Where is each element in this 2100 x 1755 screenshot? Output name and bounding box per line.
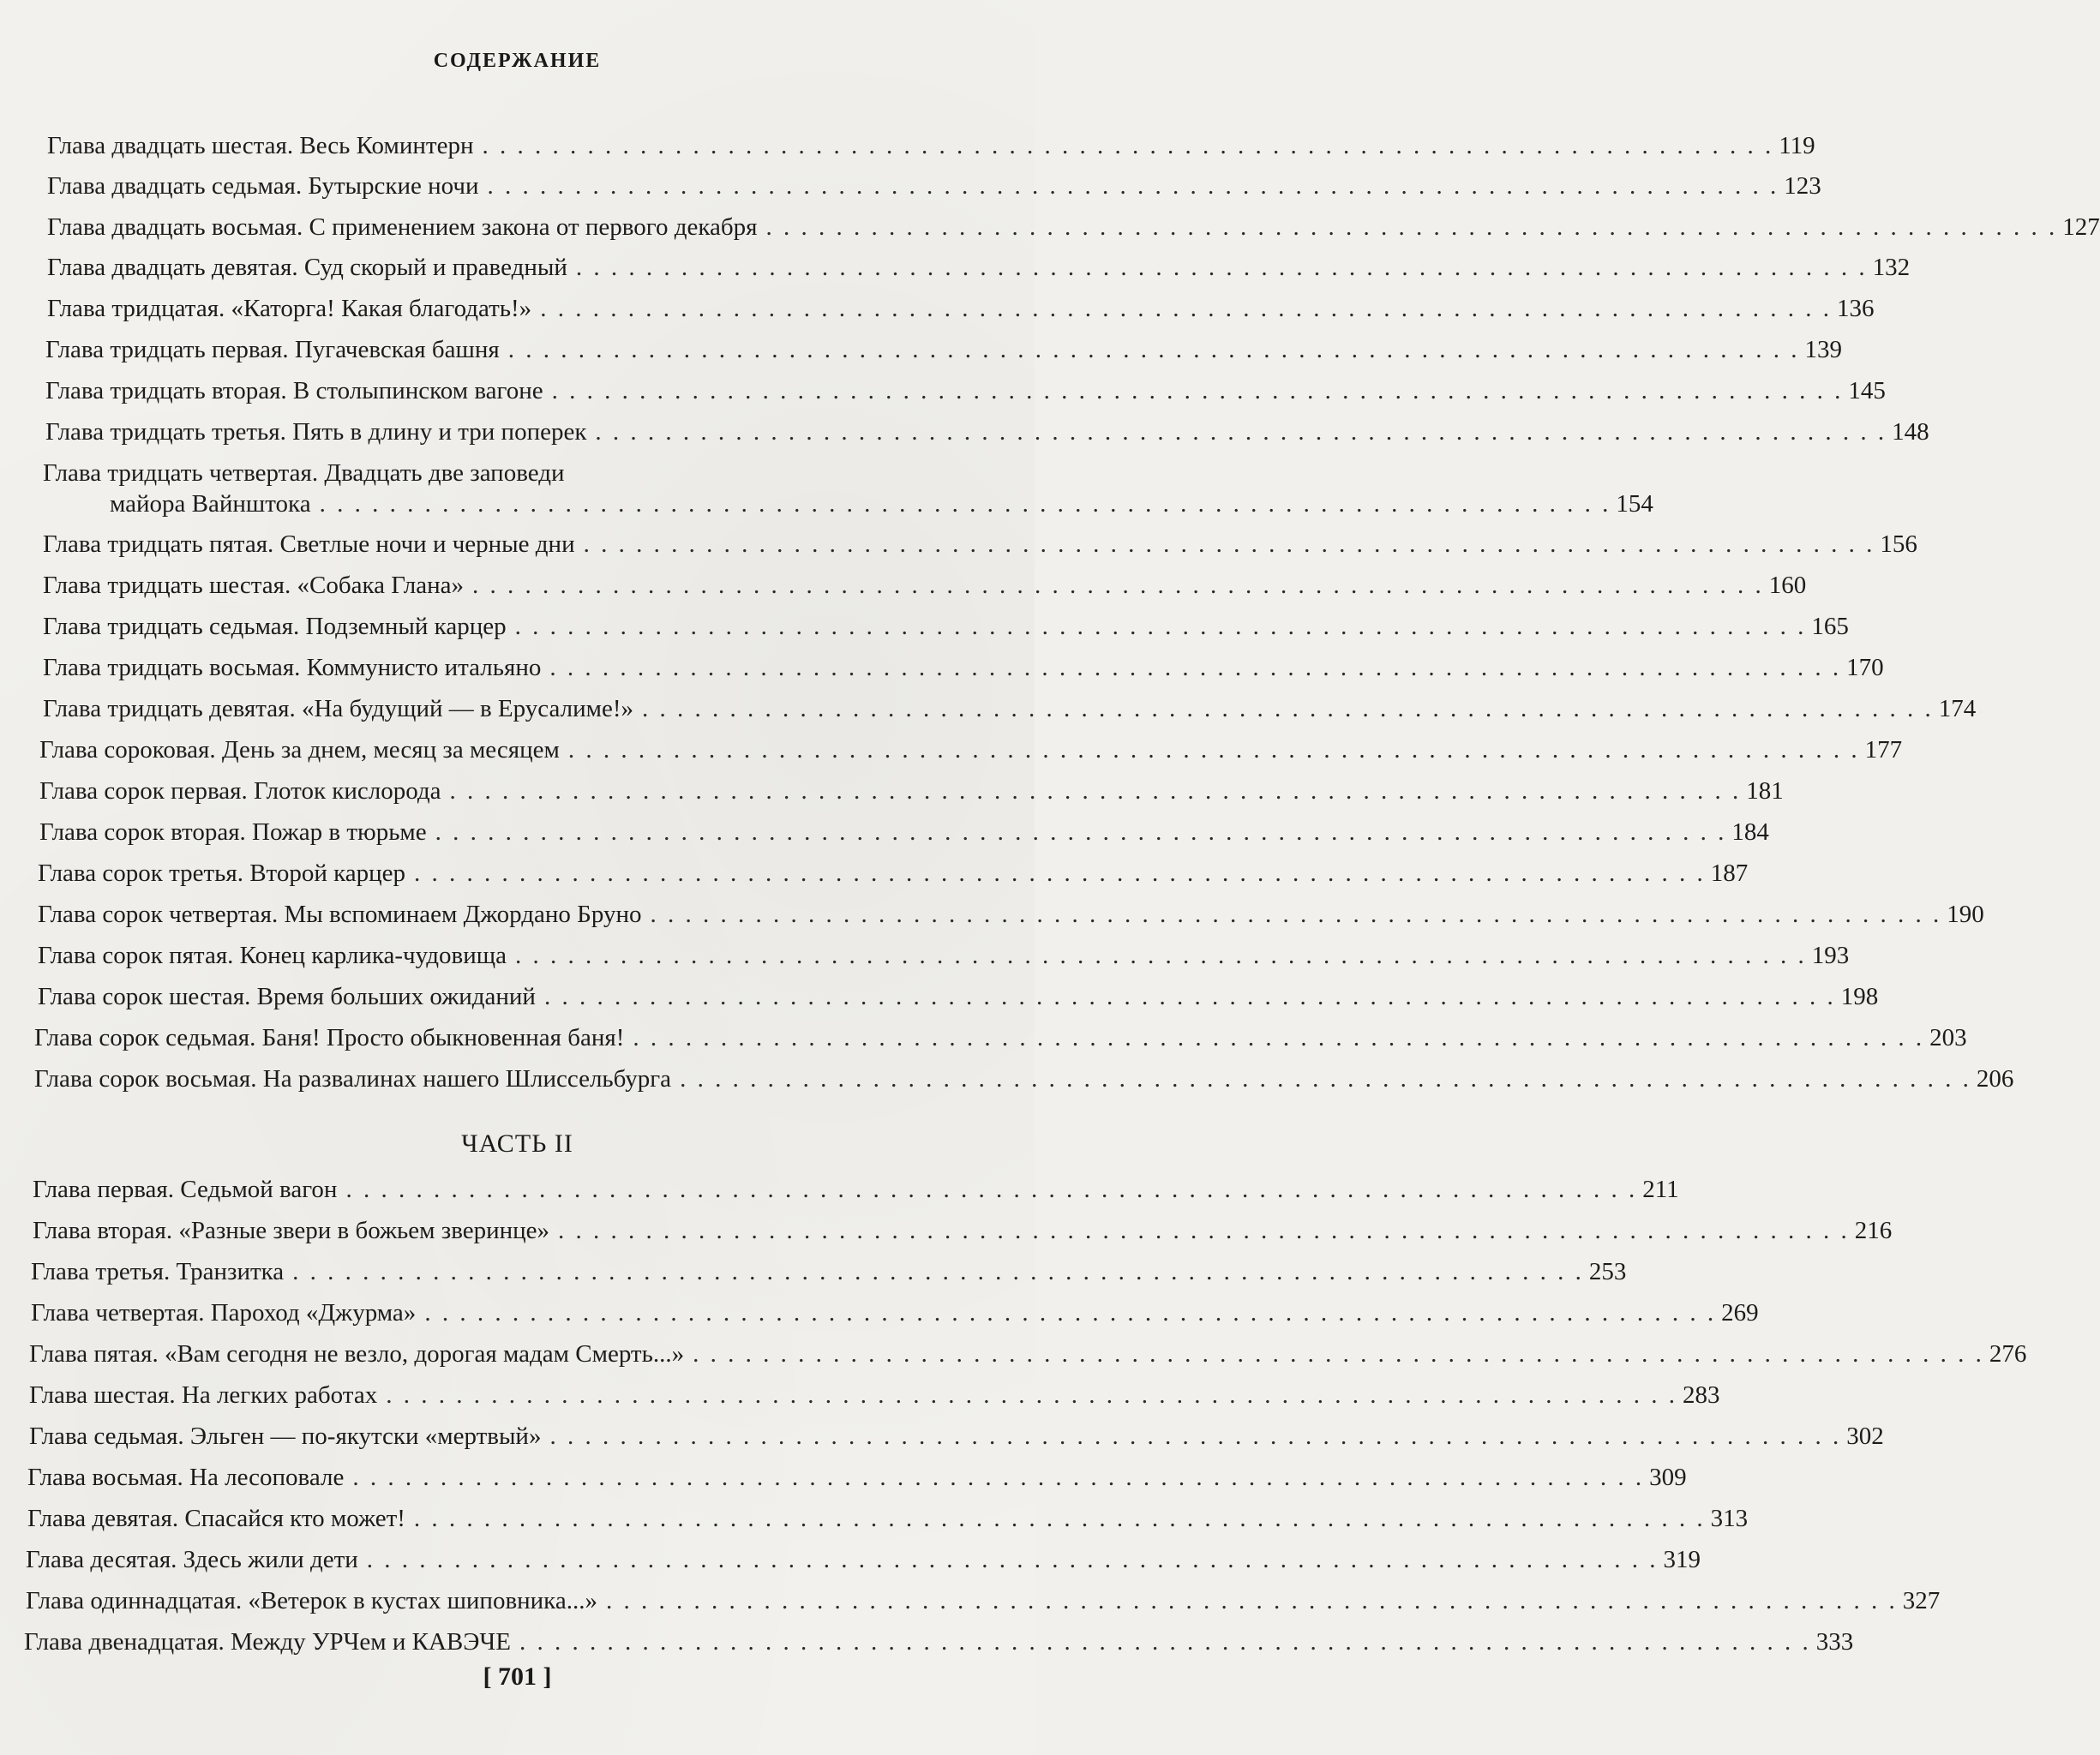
toc-entry-title: Глава двадцать восьмая. С применением закона от первого декабря (47, 213, 758, 241)
leader-dots: . . . . . . . . . . . . . . . . . . . . . . . . . . . . . . . . . . . . . . . . . . . . . . . . . . . . . . . . . . . . . . . . . . . . . . . . . . (633, 1024, 1925, 1051)
toc-entry-title: Глава двенадцатая. Между УРЧем и КАВЭЧЕ (24, 1628, 511, 1656)
toc-entry (47, 252, 1911, 283)
leader-dots: . . . . . . . . . . . . . . . . . . . . . . . . . . . . . . . . . . . . . . . . . . . . . . . . . . . . . . . . . . . . . . . . . . . . . . . . . . (435, 818, 1727, 846)
toc-entry-page: 319 (1663, 1546, 1701, 1573)
toc-entry-title: Глава тридцать вторая. В столыпинском вагоне (45, 377, 543, 404)
toc-entry-page: 156 (1880, 530, 1917, 558)
toc-entry-title: Глава седьмая. Эльген — по-якутски «мертвый» (29, 1423, 542, 1450)
toc-entry-title: Глава сорок восьмая. На развалинах нашего Шлиссельбурга (34, 1065, 672, 1093)
toc-entry (31, 1256, 1627, 1287)
leader-dots: . . . . . . . . . . . . . . . . . . . . . . . . . . . . . . . . . . . . . . . . . . . . . . . . . . . . . . . . . . . . . . . . . . . . . . . . . . (575, 254, 1868, 281)
toc-entry-page: 174 (1938, 695, 1977, 722)
toc-entry (43, 611, 1849, 642)
toc-entry-title: Глава одиннадцатая. «Ветерок в кустах шиповника...» (26, 1587, 597, 1614)
leader-dots: . . . . . . . . . . . . . . . . . . . . . . . . . . . . . . . . . . . . . . . . . . . . . . . . . . . . . . . . . . . . . . . . . . . . . . . . . . (482, 132, 1774, 159)
toc-entry-title: Глава сорок седьмая. Баня! Просто обыкновенная баня! (34, 1024, 625, 1051)
toc-entry (27, 1462, 1687, 1493)
toc-entry-title: Глава сорок первая. Глоток кислорода (39, 777, 441, 805)
toc-entry (47, 130, 1815, 161)
leader-dots: . . . . . . . . . . . . . . . . . . . . . . . . . . . . . . . . . . . . . . . . . . . . . . . . . . . . . . . . . . . . . . . . . . . . . . . . . . (366, 1546, 1659, 1573)
toc-entry (34, 1022, 1967, 1053)
toc-entry-page: 139 (1804, 336, 1842, 363)
leader-dots: . . . . . . . . . . . . . . . . . . . . . . . . . . . . . . . . . . . . . . . . . . . . . . . . . . . . . . . . . . . . . . . . . . . . . . . . . . (595, 418, 1887, 446)
toc-entry-title: майора Вайнштока (110, 490, 311, 518)
toc-entry-page: 206 (1976, 1065, 2014, 1093)
toc-entry (47, 293, 1875, 324)
toc-entry-title: Глава тридцать девятая. «На будущий — в Ерусалиме!» (43, 695, 633, 722)
toc-entry (33, 1215, 1893, 1246)
toc-entry-page: 123 (1784, 172, 1821, 200)
toc-entry-title: Глава третья. Транзитка (31, 1258, 285, 1285)
leader-dots: . . . . . . . . . . . . . . . . . . . . . . . . . . . . . . . . . . . . . . . . . . . . . . . . . . . . . . . . . . . . . . . . . . . . . . . . . . (650, 901, 1942, 928)
leader-dots: . . . . . . . . . . . . . . . . . . . . . . . . . . . . . . . . . . . . . . . . . . . . . . . . . . . . . . . . . . . . . . . . . . . . . . . . . . (583, 530, 1875, 558)
toc-entry-page: 190 (1947, 901, 1984, 928)
leader-dots: . . . . . . . . . . . . . . . . . . . . . . . . . . . . . . . . . . . . . . . . . . . . . . . . . . . . . . . . . . . . . . . . . . . . . . . . . . (414, 860, 1706, 887)
toc-entry-title: Глава вторая. «Разные звери в божьем зверинце» (33, 1217, 550, 1244)
toc-entry-page: 203 (1929, 1024, 1967, 1051)
toc-entry (24, 1626, 1854, 1657)
toc-entry-title: Глава сорок пятая. Конец карлика-чудовища (38, 942, 507, 969)
leader-dots: . . . . . . . . . . . . . . . . . . . . . . . . . . . . . . . . . . . . . . . . . . . . . . . . . . . . . . . . . . . . . . . . . . . . . . . . . . (641, 695, 1934, 722)
toc-entry-title: Глава двадцать девятая. Суд скорый и праведный (47, 254, 567, 281)
toc-entry-title: Глава восьмая. На лесоповале (27, 1464, 345, 1491)
leader-dots: . . . . . . . . . . . . . . . . . . . . . . . . . . . . . . . . . . . . . . . . . . . . . . . . . . . . . . . . . . . . . . . . . . . . . . . . . . (680, 1065, 1971, 1093)
toc-entry-page: 302 (1846, 1423, 1884, 1450)
toc-entry-page: 198 (1840, 983, 1879, 1010)
toc-entry-page: 184 (1731, 818, 1769, 846)
toc-entry-page: 132 (1872, 254, 1911, 281)
toc-entry-page: 154 (1616, 490, 1653, 518)
toc-entry-page: 313 (1710, 1505, 1749, 1532)
toc-entry-page: 127 (2062, 213, 2100, 241)
part-title: ЧАСТЬ II (461, 1129, 573, 1158)
leader-dots: . . . . . . . . . . . . . . . . . . . . . . . . . . . . . . . . . . . . . . . . . . . . . . . . . . . . . . . . . . . . . . . . . . . . . . . . . . (514, 942, 1807, 969)
leader-dots: . . . . . . . . . . . . . . . . . . . . . . . . . . . . . . . . . . . . . . . . . . . . . . . . . . . . . . . . . . . . . . . . . . . . . . . . . . (558, 1217, 1850, 1244)
toc-entry (26, 1585, 1941, 1616)
toc-entry (45, 334, 1842, 365)
leader-dots: . . . . . . . . . . . . . . . . . . . . . . . . . . . . . . . . . . . . . . . . . . . . . . . . . . . . . . . . . . . . . . . . . . . . . . . . . . (413, 1505, 1706, 1532)
toc-entry-title: Глава тридцать седьмая. Подземный карцер (43, 613, 507, 640)
toc-entry-title: Глава сорок шестая. Время больших ожиданий (38, 983, 536, 1010)
toc-entry (38, 899, 1984, 930)
toc-entry-title: Глава тридцатая. «Каторга! Какая благодать!» (47, 295, 532, 322)
toc-entry (29, 1339, 2027, 1369)
leader-dots: . . . . . . . . . . . . . . . . . . . . . . . . . . . . . . . . . . . . . . . . . . . . . . . . . . . . . . . . . . . . . . . . . . . . . . . . . . (345, 1176, 1638, 1203)
toc-entry-title: Глава сорок третья. Второй карцер (38, 860, 406, 887)
toc-entry-title: Глава пятая. «Вам сегодня не везло, дорогая мадам Смерть...» (29, 1340, 685, 1368)
leader-dots: . . . . . . . . . . . . . . . . . . . . . . . . . . . . . . . . . . . . . . . . . . . . . . . . . . . . . . . . . . . . . . . . . . . . . . . . . . (507, 336, 1800, 363)
page-title: СОДЕРЖАНИЕ (433, 50, 602, 72)
leader-dots: . . . . . . . . . . . . . . . . . . . . . . . . . . . . . . . . . . . . . . . . . . . . . . . . . . . . . . . . . . . . . . . . . . . . . . . . . . (549, 1423, 1842, 1450)
toc-entry-page: 309 (1649, 1464, 1687, 1491)
toc-entry-page: 119 (1779, 132, 1815, 159)
leader-dots: . . . . . . . . . . . . . . . . . . . . . . . . . . . . . . . . . . . . . . . . . . . . . . . . . . . . . . . . . . . . . . . . . . . . . . . . . . (472, 572, 1764, 599)
leader-dots: . . . . . . . . . . . . . . . . . . . . . . . . . . . . . . . . . . . . . . . . . . . . . . . . . . . . . . . . . . . . . . . . . . . . . . . . . . (605, 1587, 1898, 1614)
leader-dots: . . . . . . . . . . . . . . . . . . . . . . . . . . . . . . . . . . . . . . . . . . . . . . . . . . . . . . . . . . . . . . . . . . . . . . . . . . (424, 1299, 1717, 1327)
toc-entry (43, 458, 1653, 519)
leader-dots: . . . . . . . . . . . . . . . . . . . . . . . . . . . . . . . . . . . . . . . . . . . . . . . . . . . . . . . . . . . . . . . . . . . . . . . . . . (487, 172, 1779, 200)
leader-dots: . . . . . . . . . . . . . . . . . . . . . . . . . . . . . . . . . . . . . . . . . . . . . . . . . . . . . . . . . . . . . . . . . . . . . . . . . . (519, 1628, 1811, 1656)
toc-entry (26, 1544, 1701, 1575)
toc-entry (45, 416, 1929, 447)
toc-entry-title: Глава двадцать шестая. Весь Коминтерн (47, 132, 474, 159)
toc-entry (39, 734, 1903, 765)
toc-entry-page: 187 (1710, 860, 1749, 887)
toc-entry (43, 693, 1977, 724)
leader-dots: . . . . . . . . . . . . . . . . . . . . . . . . . . . . . . . . . . . . . . . . . . . . . . . . . . . . . . . . . . . . . . . . . . . . . . . . . . (549, 654, 1842, 681)
toc-entry-title: Глава тридцать восьмая. Коммунисто итальяно (43, 654, 542, 681)
toc-entry (34, 1063, 2014, 1094)
toc-entry (47, 212, 2100, 243)
toc-entry-page: 193 (1811, 942, 1850, 969)
leader-dots: . . . . . . . . . . . . . . . . . . . . . . . . . . . . . . . . . . . . . . . . . . . . . . . . . . . . . . . . . . . . . . . . . . . . . . . . . . (540, 295, 1832, 322)
toc-entry-page: 170 (1846, 654, 1884, 681)
toc-entry-page: 276 (1989, 1340, 2027, 1368)
toc-entry-title: Глава сорок вторая. Пожар в тюрьме (39, 818, 427, 846)
leader-dots: . . . . . . . . . . . . . . . . . . . . . . . . . . . . . . . . . . . . . . . . . . . . . . . . . . . . . . . . . . . . . . . . . . . . . . . . . . (319, 490, 1611, 518)
toc-entry (29, 1421, 1884, 1452)
leader-dots: . . . . . . . . . . . . . . . . . . . . . . . . . . . . . . . . . . . . . . . . . . . . . . . . . . . . . . . . . . . . . . . . . . . . . . . . . . (292, 1258, 1584, 1285)
toc-entry (38, 858, 1749, 889)
toc-entry-page: 177 (1864, 736, 1903, 764)
toc-entry-title: Глава тридцать пятая. Светлые ночи и черные дни (43, 530, 575, 558)
toc-entry-page: 136 (1836, 295, 1875, 322)
toc-entry (31, 1297, 1759, 1328)
leader-dots: . . . . . . . . . . . . . . . . . . . . . . . . . . . . . . . . . . . . . . . . . . . . . . . . . . . . . . . . . . . . . . . . . . . . . . . . . . (352, 1464, 1645, 1491)
toc-entry-title: Глава первая. Седьмой вагон (33, 1176, 338, 1203)
leader-dots: . . . . . . . . . . . . . . . . . . . . . . . . . . . . . . . . . . . . . . . . . . . . . . . . . . . . . . . . . . . . . . . . . . . . . . . . . . (449, 777, 1742, 805)
toc-entry-page: 283 (1682, 1381, 1720, 1409)
toc-entry (38, 981, 1879, 1012)
toc-entry (39, 817, 1769, 848)
toc-entry-page: 148 (1892, 418, 1929, 446)
toc-entry (33, 1174, 1679, 1205)
toc-entry-page: 216 (1854, 1217, 1893, 1244)
leader-dots: . . . . . . . . . . . . . . . . . . . . . . . . . . . . . . . . . . . . . . . . . . . . . . . . . . . . . . . . . . . . . . . . . . . . . . . . . . (765, 213, 2058, 241)
toc-entry (27, 1503, 1749, 1534)
toc-entry-title: Глава тридцать первая. Пугачевская башня (45, 336, 500, 363)
toc-entry-title: Глава девятая. Спасайся кто может! (27, 1505, 405, 1532)
leader-dots: . . . . . . . . . . . . . . . . . . . . . . . . . . . . . . . . . . . . . . . . . . . . . . . . . . . . . . . . . . . . . . . . . . . . . . . . . . (543, 983, 1836, 1010)
toc-entry (45, 375, 1886, 406)
toc-entry-title: Глава тридцать шестая. «Собака Глана» (43, 572, 465, 599)
page-number: [ 701 ] (483, 1662, 552, 1691)
toc-entry-page: 145 (1848, 377, 1886, 404)
toc-entry-title: Глава тридцать третья. Пять в длину и три поперек (45, 418, 587, 446)
leader-dots: . . . . . . . . . . . . . . . . . . . . . . . . . . . . . . . . . . . . . . . . . . . . . . . . . . . . . . . . . . . . . . . . . . . . . . . . . . (386, 1381, 1677, 1409)
leader-dots: . . . . . . . . . . . . . . . . . . . . . . . . . . . . . . . . . . . . . . . . . . . . . . . . . . . . . . . . . . . . . . . . . . . . . . . . . . (567, 736, 1860, 764)
leader-dots: . . . . . . . . . . . . . . . . . . . . . . . . . . . . . . . . . . . . . . . . . . . . . . . . . . . . . . . . . . . . . . . . . . . . . . . . . . (693, 1340, 1984, 1368)
toc-entry (43, 570, 1807, 601)
toc-entry-page: 160 (1768, 572, 1807, 599)
toc-entry (29, 1380, 1720, 1411)
toc-entry-title: Глава шестая. На легких работах (29, 1381, 378, 1409)
toc-entry-page: 181 (1746, 777, 1784, 805)
toc-entry-title: Глава сорок четвертая. Мы вспоминаем Джордано Бруно (38, 901, 642, 928)
toc-entry-title: Глава десятая. Здесь жили дети (26, 1546, 358, 1573)
toc-entry-title: Глава четвертая. Пароход «Джурма» (31, 1299, 417, 1327)
toc-entry-title: Глава тридцать четвертая. Двадцать две заповеди (43, 459, 565, 487)
toc-entry (43, 652, 1884, 683)
toc-entry-page: 211 (1642, 1176, 1679, 1203)
toc-entry-title: Глава двадцать седьмая. Бутырские ночи (47, 172, 479, 200)
toc-entry (43, 529, 1917, 560)
toc-entry-title: Глава сороковая. День за днем, месяц за месяцем (39, 736, 560, 764)
toc-entry (38, 940, 1850, 971)
toc-entry-page: 253 (1588, 1258, 1627, 1285)
leader-dots: . . . . . . . . . . . . . . . . . . . . . . . . . . . . . . . . . . . . . . . . . . . . . . . . . . . . . . . . . . . . . . . . . . . . . . . . . . (514, 613, 1807, 640)
toc-entry-page: 327 (1902, 1587, 1941, 1614)
toc-entry-page: 269 (1721, 1299, 1759, 1327)
toc-entry (47, 171, 1821, 201)
toc-entry-page: 333 (1815, 1628, 1854, 1656)
leader-dots: . . . . . . . . . . . . . . . . . . . . . . . . . . . . . . . . . . . . . . . . . . . . . . . . . . . . . . . . . . . . . . . . . . . . . . . . . . (551, 377, 1844, 404)
toc-entry-page: 165 (1811, 613, 1849, 640)
toc-entry (39, 776, 1784, 806)
